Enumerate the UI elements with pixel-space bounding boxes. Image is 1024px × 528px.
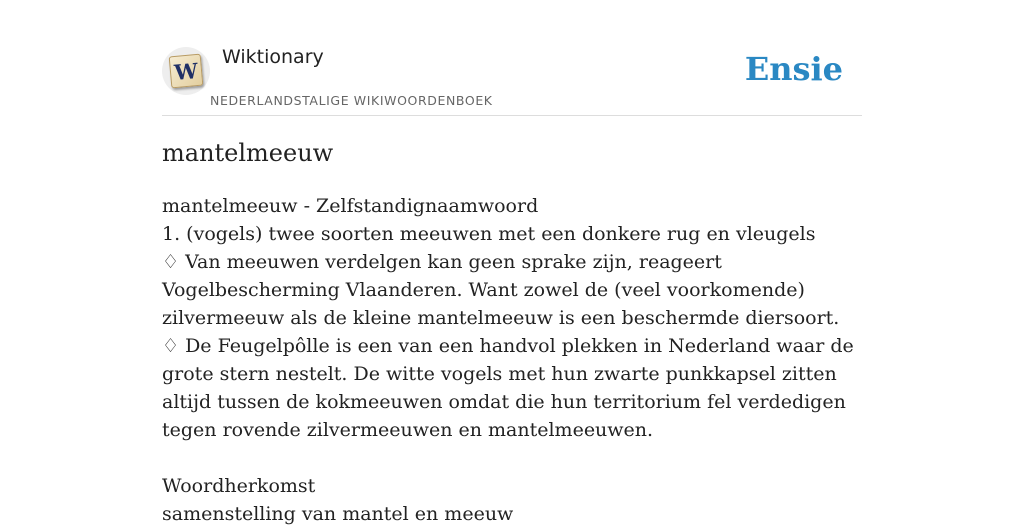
page-title: mantelmeeuw xyxy=(162,139,334,167)
example-sentence: ♢ Van meeuwen verdelgen kan geen sprake zijn, reageert Vogelbescherming Vlaanderen. Want zowel de (veel voorkomende) zilvermeeuw als de kleine mantelmeeuw is een beschermde diersoort. xyxy=(162,251,840,329)
etymology-text: samenstelling van mantel en meeuw xyxy=(162,503,514,525)
ensie-brand-logo[interactable]: Ensie xyxy=(744,50,843,88)
site-logo[interactable] xyxy=(162,47,210,95)
example-sentence: ♢ De Feugelpôlle is een van een handvol plekken in Nederland waar de grote stern nestelt. De witte vogels met hun zwarte punkkapsel zitten altijd tussen de kokmeeuwen omdat die hun territorium fel verdedigen tegen rovende zilvermeeuwen en mantelmeeuwen. xyxy=(162,335,854,441)
site-name[interactable]: Wiktionary xyxy=(222,46,324,68)
spacer xyxy=(162,444,862,472)
site-tagline: NEDERLANDSTALIGE WIKIWOORDENBOEK xyxy=(210,93,493,108)
entry-body xyxy=(162,192,862,528)
page xyxy=(162,0,862,525)
site-header xyxy=(162,0,862,116)
entry-heading: mantelmeeuw - Zelfstandignaamwoord xyxy=(162,195,539,217)
wiktionary-tile-icon: W xyxy=(169,54,204,89)
entry-definition: 1. (vogels) twee soorten meeuwen met een donkere rug en vleugels xyxy=(162,223,816,245)
etymology-heading: Woordherkomst xyxy=(162,475,316,497)
